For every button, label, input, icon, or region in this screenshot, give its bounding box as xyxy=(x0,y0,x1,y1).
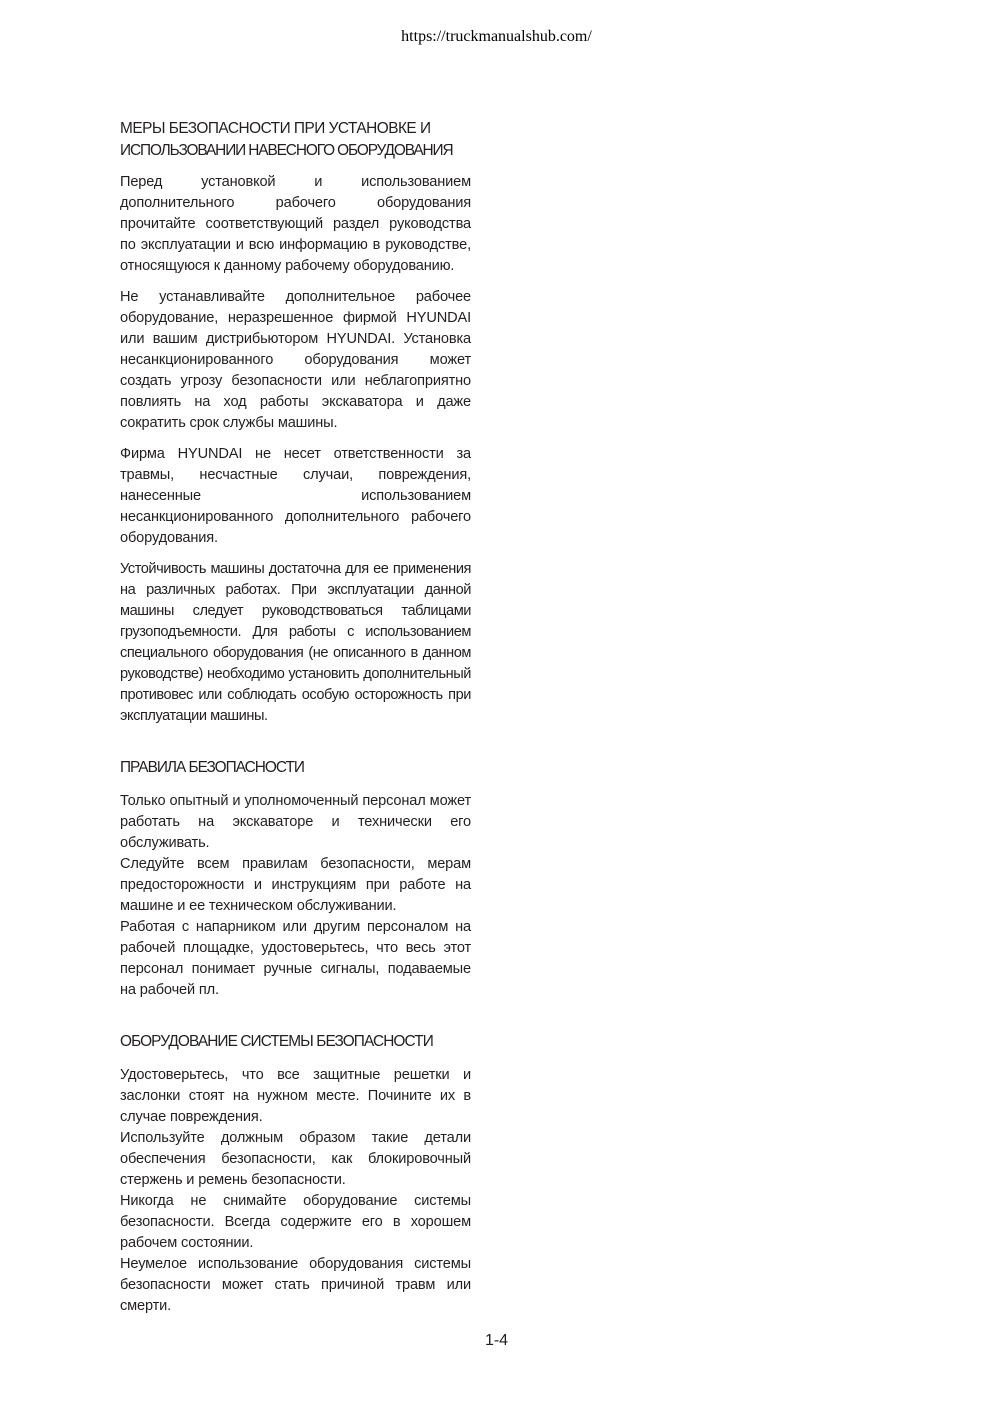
title-line: ИСПОЛЬЗОВАНИИ НАВЕСНОГО ОБОРУДОВАНИЯ xyxy=(120,142,453,159)
title-line: МЕРЫ БЕЗОПАСНОСТИ ПРИ УСТАНОВКЕ И xyxy=(120,120,431,137)
paragraph: Следуйте всем правилам безопасности, мерам предосторожности и инструкциям при работе на машине и ее техническом обслуживании. xyxy=(120,856,471,914)
source-url: https://truckmanualshub.com/ xyxy=(401,28,592,45)
section-title-safety-equipment: ОБОРУДОВАНИЕ СИСТЕМЫ БЕЗОПАСНОСТИ xyxy=(120,1033,433,1050)
paragraph: Перед установкой и использованием дополнительного рабочего оборудования прочитайте соответствующий раздел руководства по эксплуатации и всю информацию в руководстве, относящуюся к данному рабочему оборудованию. xyxy=(120,174,471,274)
text-column xyxy=(120,118,471,1317)
paragraph: Удостоверьтесь, что все защитные решетки и заслонки стоят на нужном месте. Почините их в случае повреждения. xyxy=(120,1067,471,1125)
paragraph: Никогда не снимайте оборудование системы безопасности. Всегда содержите его в хорошем рабочем состоянии. xyxy=(120,1193,471,1251)
section-title-safety-rules: ПРАВИЛА БЕЗОПАСНОСТИ xyxy=(120,759,304,776)
paragraph: Не устанавливайте дополнительное рабочее оборудование, неразрешенное фирмой HYUNDAI или вашим дистрибьютором HYUNDAI. Установка несанкционированного оборудования может создать угрозу безопасности или неблагоприятно повлиять на ход работы экскаватора и даже сократить срок службы машины. xyxy=(120,289,471,431)
paragraph: Неумелое использование оборудования системы безопасности может стать причиной травм или смерти. xyxy=(120,1256,471,1314)
paragraph: Используйте должным образом такие детали обеспечения безопасности, как блокировочный стержень и ремень безопасности. xyxy=(120,1130,471,1188)
paragraph: Фирма HYUNDAI не несет ответственности за травмы, несчастные случаи, повреждения, нанесенные использованием несанкционированного дополнительного рабочего оборудования. xyxy=(120,446,471,546)
section-title-attachment-safety xyxy=(120,118,471,162)
paragraph: Работая с напарником или другим персоналом на рабочей площадке, удостоверьтесь, что весь этот персонал понимает ручные сигналы, подаваемые на рабочей пл. xyxy=(120,919,471,998)
paragraph: Только опытный и уполномоченный персонал может работать на экскаваторе и технически его обслуживать. xyxy=(120,793,471,851)
paragraph: Устойчивость машины достаточна для ее применения на различных работах. При эксплуатации данной машины следует руководствоваться таблицами грузоподъемности. Для работы с использованием специального оборудования (не описанного в данном руководстве) необходимо установить дополнительный противовес или соблюдать особую осторожность при эксплуатации машины. xyxy=(120,561,471,724)
page-number: 1-4 xyxy=(484,1332,509,1349)
